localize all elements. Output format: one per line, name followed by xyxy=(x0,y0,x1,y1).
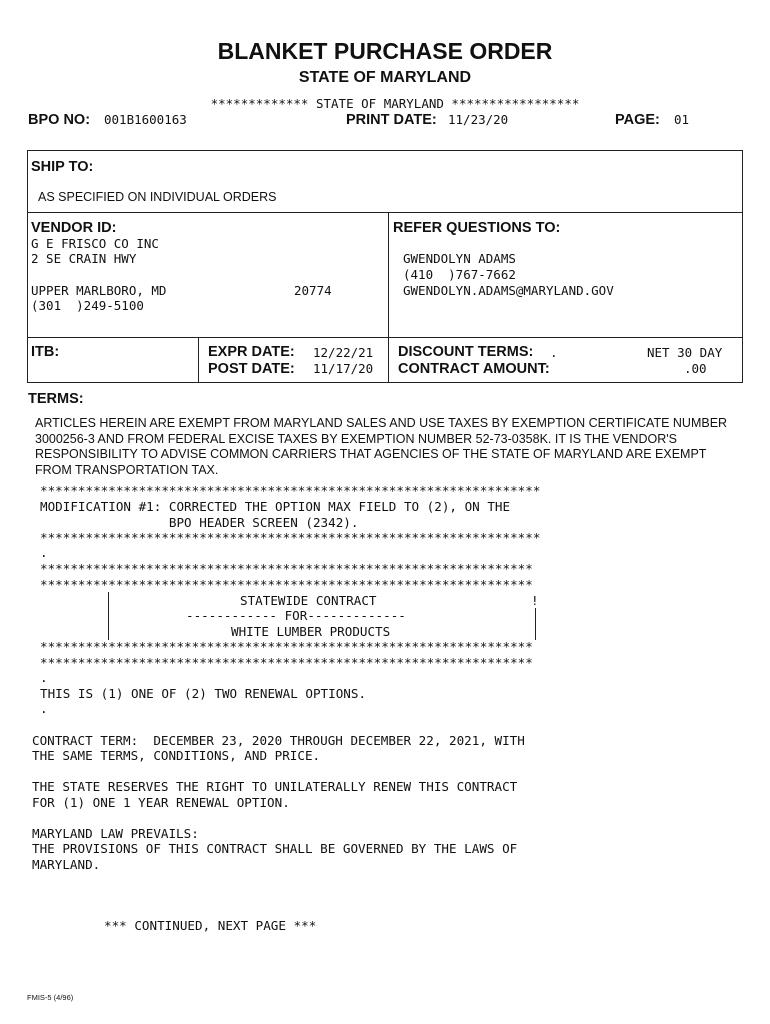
contract-term-line-2: THE SAME TERMS, CONDITIONS, AND PRICE. xyxy=(32,748,321,763)
for-line: ------------ FOR------------- xyxy=(186,608,406,623)
page-label: PAGE: xyxy=(615,112,660,128)
dot-line: . xyxy=(40,701,48,716)
document-title: BLANKET PURCHASE ORDER xyxy=(217,38,553,64)
bpo-number-value: 001B1600163 xyxy=(104,112,187,127)
column-divider xyxy=(388,213,389,337)
contract-amount-value: .00 xyxy=(684,361,707,376)
banner-bang: ! xyxy=(531,593,539,608)
law-line-1: MARYLAND LAW PREVAILS: xyxy=(32,826,199,841)
itb-label: ITB: xyxy=(31,344,60,360)
discount-terms-label: DISCOUNT TERMS: xyxy=(398,344,534,360)
ship-to-label: SHIP TO: xyxy=(31,159,94,175)
print-date-label: PRINT DATE: xyxy=(346,112,437,128)
terms-text: ARTICLES HEREIN ARE EXEMPT FROM MARYLAND SALES AND USE TAXES BY EXEMPTION CERTIFICATE NUMBER 3000256-3 AND FROM FEDERAL EXCISE TAXES BY EXEMPTION NUMBER 52-73-0358K. IT IS THE VENDOR'S RESPONSIBILITY TO ADVISE COMMON CARRIERS THAT AGENCIES OF THE STATE OF MARYLAND ARE EXEMPT FROM TRANSPORTATION TAX. xyxy=(35,416,728,477)
separator-stars: ***************************************************************** xyxy=(40,639,533,654)
contract-term-line-1: CONTRACT TERM: DECEMBER 23, 2020 THROUGH DECEMBER 22, 2021, WITH xyxy=(32,733,525,748)
page-number: 01 xyxy=(674,112,690,127)
reserve-line-2: FOR (1) ONE 1 YEAR RENEWAL OPTION. xyxy=(32,795,290,810)
form-id: FMIS-5 (4/96) xyxy=(27,993,74,1002)
separator-stars: ***************************************************************** xyxy=(40,655,533,670)
post-date-label: POST DATE: xyxy=(208,361,295,377)
document-subtitle: STATE OF MARYLAND xyxy=(298,69,472,86)
separator-stars: ****************************************************************** xyxy=(40,530,541,545)
vendor-street: 2 SE CRAIN HWY xyxy=(31,251,137,266)
ship-to-box xyxy=(27,150,743,213)
discount-terms-value: NET 30 DAY xyxy=(647,345,723,360)
modification-line-2: BPO HEADER SCREEN (2342). xyxy=(40,515,359,530)
discount-terms-dot: . xyxy=(550,345,558,360)
vendor-name: G E FRISCO CO INC xyxy=(31,236,159,251)
ship-to-text: AS SPECIFIED ON INDIVIDUAL ORDERS xyxy=(38,190,277,204)
separator-stars: ***************************************************************** xyxy=(40,561,533,576)
post-date-value: 11/17/20 xyxy=(313,361,374,376)
law-line-2: THE PROVISIONS OF THIS CONTRACT SHALL BE GOVERNED BY THE LAWS OF xyxy=(32,841,518,856)
law-line-3: MARYLAND. xyxy=(32,857,101,872)
vendor-zip: 20774 xyxy=(294,283,332,298)
vendor-phone: (301 )249-5100 xyxy=(31,298,144,313)
contact-name: GWENDOLYN ADAMS xyxy=(403,251,516,266)
reserve-line-1: THE STATE RESERVES THE RIGHT TO UNILATERALLY RENEW THIS CONTRACT xyxy=(32,779,518,794)
bpo-number-label: BPO NO: xyxy=(28,112,91,128)
contract-amount-label: CONTRACT AMOUNT: xyxy=(398,361,550,377)
continued-next-page: *** CONTINUED, NEXT PAGE *** xyxy=(104,918,317,933)
print-date-value: 11/23/20 xyxy=(448,112,509,127)
white-lumber-products: WHITE LUMBER PRODUCTS xyxy=(231,624,391,639)
expr-date-label: EXPR DATE: xyxy=(208,344,295,360)
vendor-city: UPPER MARLBORO, MD xyxy=(31,283,167,298)
contact-email: GWENDOLYN.ADAMS@MARYLAND.GOV xyxy=(403,283,614,298)
expr-date-value: 12/22/21 xyxy=(313,345,374,360)
dates-box xyxy=(27,337,743,383)
refer-questions-label: REFER QUESTIONS TO: xyxy=(393,220,561,236)
contact-phone: (410 )767-7662 xyxy=(403,267,516,282)
date-divider xyxy=(388,338,389,382)
renewal-line: THIS IS (1) ONE OF (2) TWO RENEWAL OPTIONS. xyxy=(40,686,367,701)
vendor-id-label: VENDOR ID: xyxy=(31,220,117,236)
statewide-contract-heading: STATEWIDE CONTRACT xyxy=(240,593,377,608)
banner-left-bar xyxy=(108,592,109,640)
vendor-contact-box xyxy=(27,212,743,338)
separator-stars: ****************************************************************** xyxy=(40,483,541,498)
itb-divider xyxy=(198,338,199,382)
state-banner: ************* STATE OF MARYLAND ***************** xyxy=(210,96,580,111)
modification-line-1: MODIFICATION #1: CORRECTED THE OPTION MAX FIELD TO (2), ON THE xyxy=(40,499,511,514)
banner-right-bar xyxy=(535,608,536,640)
dot-line: . xyxy=(40,545,48,560)
terms-label: TERMS: xyxy=(28,391,84,407)
separator-stars: ***************************************************************** xyxy=(40,577,533,592)
dot-line: . xyxy=(40,670,48,685)
